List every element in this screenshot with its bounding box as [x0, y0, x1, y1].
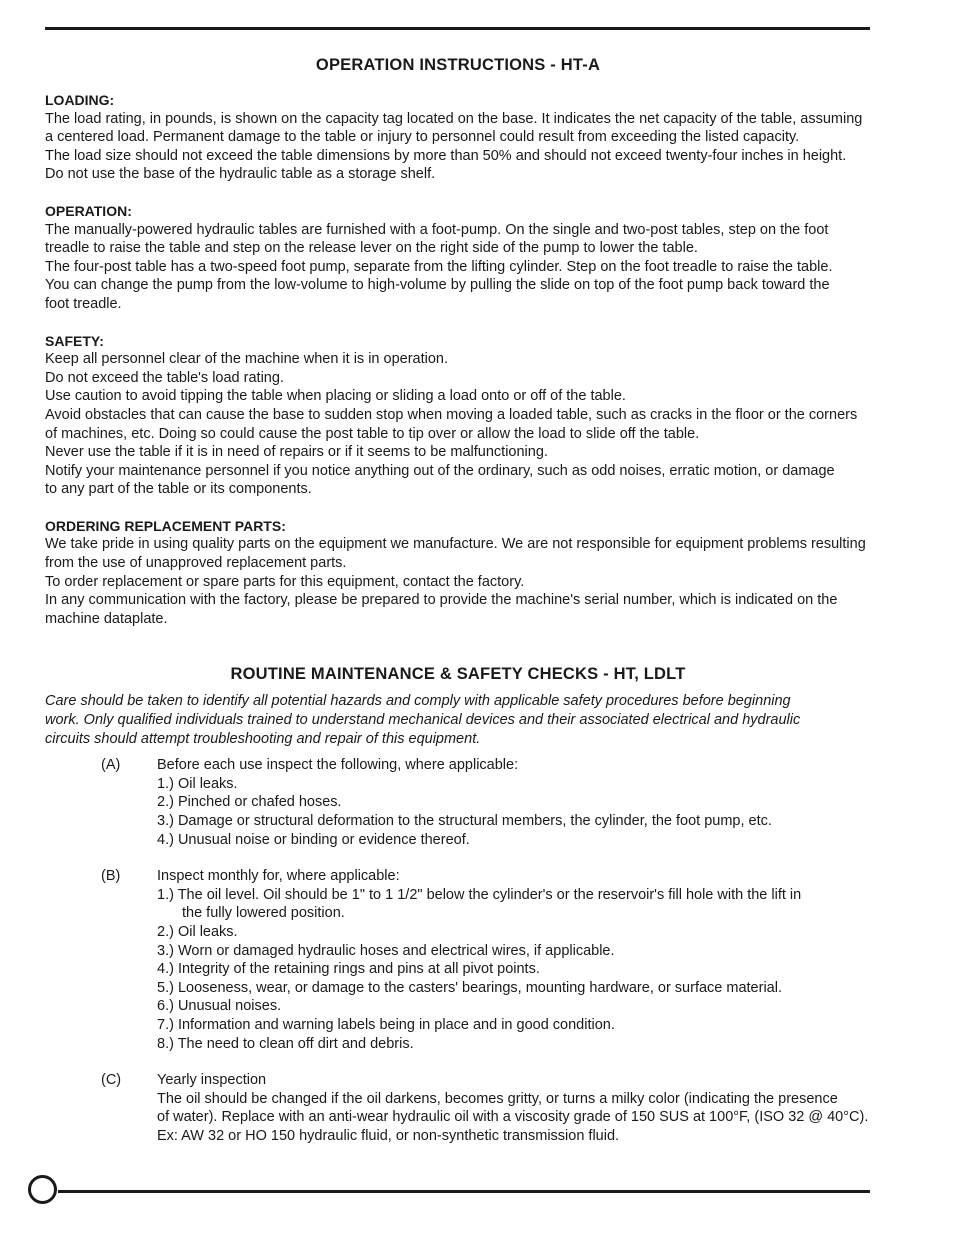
body-line: Never use the table if it is in need of repairs or if it seems to be malfunctioning. — [45, 444, 548, 461]
intro-line: circuits should attempt troubleshooting and repair of this equipment. — [45, 730, 481, 747]
check-line: of water). Replace with an anti-wear hydraulic oil with a viscosity grade of 150 SUS at 100°F, (ISO 32 @ 40°C). — [157, 1109, 869, 1126]
body-line: machine dataplate. — [45, 610, 168, 627]
top-rule — [45, 27, 870, 30]
check-line: 2.) Oil leaks. — [157, 923, 238, 940]
check-line: 4.) Integrity of the retaining rings and pins at all pivot points. — [157, 961, 540, 978]
check-line: Before each use inspect the following, where applicable: — [157, 757, 519, 774]
section-loading — [45, 91, 871, 184]
maintenance-checks — [45, 756, 871, 1145]
body-line: Keep all personnel clear of the machine when it is in operation. — [45, 351, 449, 368]
check-line: 7.) Information and warning labels being in place and in good condition. — [157, 1016, 615, 1033]
body-line: Use caution to avoid tipping the table when placing or sliding a load onto or off of the table. — [45, 388, 626, 405]
check-line: The oil should be changed if the oil darkens, becomes gritty, or turns a milky color (indicating the presence — [157, 1090, 838, 1107]
check-line: 5.) Looseness, wear, or damage to the casters' bearings, mounting hardware, or surface material. — [157, 979, 782, 996]
check-item — [101, 756, 871, 849]
section-heading: SAFETY: — [45, 332, 104, 349]
operation-title: OPERATION INSTRUCTIONS - HT-A — [315, 56, 601, 74]
check-letter: (C) — [101, 1072, 122, 1089]
body-line: Avoid obstacles that can cause the base to sudden stop when moving a loaded table, such as cracks in the floor or the corners — [45, 406, 858, 423]
body-line: You can change the pump from the low-volume to high-volume by pulling the slide on top of the foot pump back toward the — [45, 277, 830, 294]
maintenance-title: ROUTINE MAINTENANCE & SAFETY CHECKS - HT, LDLT — [230, 665, 686, 684]
check-line: 3.) Worn or damaged hydraulic hoses and electrical wires, if applicable. — [157, 942, 615, 959]
body-line: The load size should not exceed the table dimensions by more than 50% and should not exceed twenty-four inches in height. — [45, 147, 847, 164]
check-line: 2.) Pinched or chafed hoses. — [157, 794, 342, 811]
operation-sections — [45, 91, 871, 628]
check-line: 1.) Oil leaks. — [157, 775, 238, 792]
body-line: The load rating, in pounds, is shown on the capacity tag located on the base. It indicates the net capacity of the table, assuming — [45, 110, 863, 127]
check-body — [157, 867, 871, 1053]
check-line: 8.) The need to clean off dirt and debris. — [157, 1035, 414, 1052]
check-body — [157, 1071, 871, 1145]
body-line: The manually-powered hydraulic tables are furnished with a foot-pump. On the single and two-post tables, step on the foot — [45, 221, 829, 238]
body-line: treadle to raise the table and step on the release lever on the right side of the pump to lower the table. — [45, 240, 698, 257]
section-heading: ORDERING REPLACEMENT PARTS: — [45, 517, 286, 534]
check-item — [101, 867, 871, 1053]
body-line: a centered load. Permanent damage to the table or injury to personnel could result from exceeding the listed capacity. — [45, 129, 800, 146]
bottom-rule — [58, 1190, 870, 1193]
body-line: from the use of unapproved replacement parts. — [45, 555, 347, 572]
check-line: 4.) Unusual noise or binding or evidence thereof. — [157, 831, 470, 848]
section-heading: LOADING: — [45, 92, 115, 108]
body-line: Do not exceed the table's load rating. — [45, 369, 284, 386]
body-line: of machines, etc. Doing so could cause the post table to tip over or allow the load to slide off the table. — [45, 425, 700, 442]
body-line: To order replacement or spare parts for this equipment, contact the factory. — [45, 573, 525, 590]
body-line: Do not use the base of the hydraulic table as a storage shelf. — [45, 166, 436, 183]
page-number-circle — [28, 1175, 57, 1204]
check-line: 6.) Unusual noises. — [157, 998, 282, 1015]
maintenance-intro — [45, 692, 871, 748]
check-line: 3.) Damage or structural deformation to the structural members, the cylinder, the foot pump, etc. — [157, 813, 772, 829]
check-item — [101, 1071, 871, 1145]
page-content — [45, 54, 871, 1164]
section-safety — [45, 332, 871, 499]
section-operation — [45, 202, 871, 314]
section-heading: OPERATION: — [45, 202, 132, 219]
intro-line: work. Only qualified individuals trained to understand mechanical devices and their associated electrical and hydraulic — [45, 712, 801, 729]
body-line: to any part of the table or its components. — [45, 481, 312, 498]
body-line: Notify your maintenance personnel if you notice anything out of the ordinary, such as odd noises, erratic motion, or damage — [45, 462, 835, 479]
intro-line: Care should be taken to identify all potential hazards and comply with applicable safety procedures before beginning — [45, 693, 791, 710]
body-line: foot treadle. — [45, 295, 122, 312]
check-line: 1.) The oil level. Oil should be 1" to 1 1/2" below the cylinder's or the reservoir's fill hole with the lift in — [157, 886, 802, 903]
check-letter: (B) — [101, 868, 121, 885]
check-line: Yearly inspection — [157, 1072, 267, 1089]
body-line: The four-post table has a two-speed foot pump, separate from the lifting cylinder. Step on the foot treadle to raise the table. — [45, 258, 833, 275]
body-line: We take pride in using quality parts on the equipment we manufacture. We are not responsible for equipment problems resulting — [45, 536, 866, 553]
check-line: the fully lowered position. — [182, 905, 345, 922]
section-ordering-replacement-parts — [45, 517, 871, 629]
check-line: Ex: AW 32 or HO 150 hydraulic fluid, or non-synthetic transmission fluid. — [157, 1127, 620, 1144]
body-line: In any communication with the factory, please be prepared to provide the machine's serial number, which is indicated on the — [45, 592, 838, 609]
check-letter: (A) — [101, 757, 121, 774]
check-line: Inspect monthly for, where applicable: — [157, 868, 400, 885]
check-body — [157, 756, 871, 849]
